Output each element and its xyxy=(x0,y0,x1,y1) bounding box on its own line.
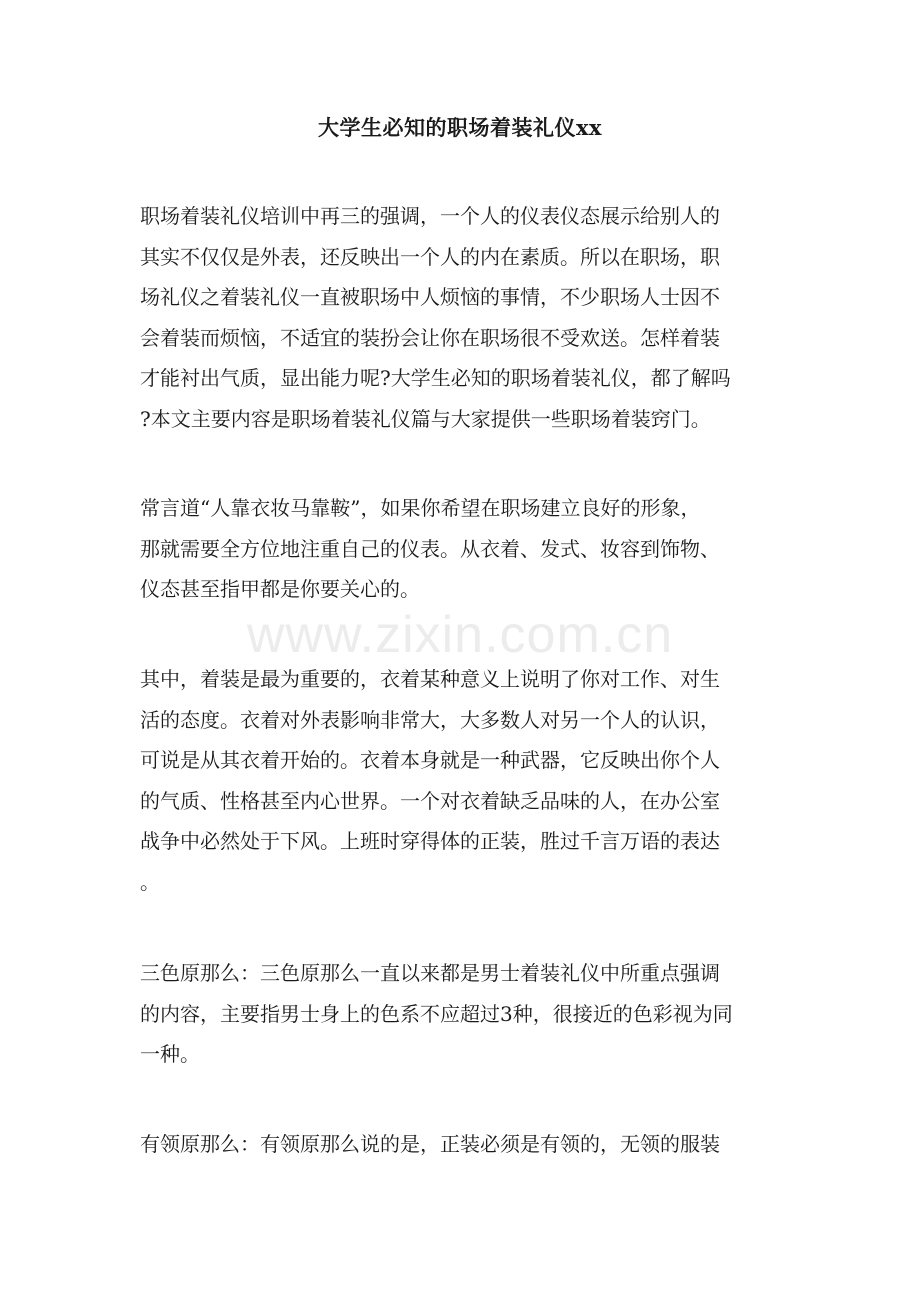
paragraph-line: 那就需要全方位地注重自己的仪表。从衣着、发式、妆容到饰物、 xyxy=(140,536,720,561)
paragraph-line: 战争中必然处于下风。上班时穿得体的正装，胜过千言万语的表达 xyxy=(140,829,720,854)
paragraph-attire-importance xyxy=(140,659,780,903)
paragraph-line: ?本文主要内容是职场着装礼仪篇与大家提供一些职场着装窍门。 xyxy=(140,406,711,431)
paragraph-line: 有领原那么：有领原那么说的是，正装必须是有领的，无领的服装 xyxy=(140,1132,720,1156)
paragraph-collar-rule xyxy=(140,1124,780,1165)
paragraph-intro xyxy=(140,196,780,440)
paragraph-proverb xyxy=(140,488,780,610)
paragraph-line: 才能衬出气质，显出能力呢?大学生必知的职场着装礼仪，都了解吗 xyxy=(140,366,731,391)
paragraph-line: 活的态度。衣着对外表影响非常大，大多数人对另一个人的认识， xyxy=(140,707,720,732)
paragraph-line: 职场着装礼仪培训中再三的强调，一个人的仪表仪态展示给别人的 xyxy=(140,204,720,228)
paragraph-line: 三色原那么：三色原那么一直以来都是男士着装礼仪中所重点强调 xyxy=(140,961,720,985)
watermark: www.zixin.com.cn xyxy=(246,606,674,664)
paragraph-line: 的气质、性格甚至内心世界。一个对衣着缺乏品味的人，在办公室 xyxy=(140,788,720,813)
paragraph-line: 一种。 xyxy=(140,1042,200,1067)
paragraph-line: 场礼仪之着装礼仪一直被职场中人烦恼的事情，不少职场人士因不 xyxy=(140,285,720,310)
paragraph-line: 可说是从其衣着开始的。衣着本身就是一种武器，它反映出你个人 xyxy=(140,748,720,773)
document-title: 大学生必知的职场着装礼仪xx xyxy=(317,115,603,140)
paragraph-line: 的内容，主要指男士身上的色系不应超过3种，很接近的色彩视为同 xyxy=(140,1001,733,1026)
paragraph-line: 其中，着装是最为重要的，衣着某种意义上说明了你对工作、对生 xyxy=(140,667,720,691)
paragraph-line: 会着装而烦恼，不适宜的装扮会让你在职场很不受欢送。怎样着装 xyxy=(140,325,720,350)
paragraph-line: 其实不仅仅是外表，还反映出一个人的内在素质。所以在职场，职 xyxy=(140,244,720,269)
paragraph-line: 常言道“人靠衣妆马靠鞍”，如果你希望在职场建立良好的形象， xyxy=(140,496,701,520)
paragraph-three-color-rule xyxy=(140,953,780,1075)
paragraph-line: 。 xyxy=(140,869,160,894)
paragraph-line: 仪态甚至指甲都是你要关心的。 xyxy=(140,577,420,602)
